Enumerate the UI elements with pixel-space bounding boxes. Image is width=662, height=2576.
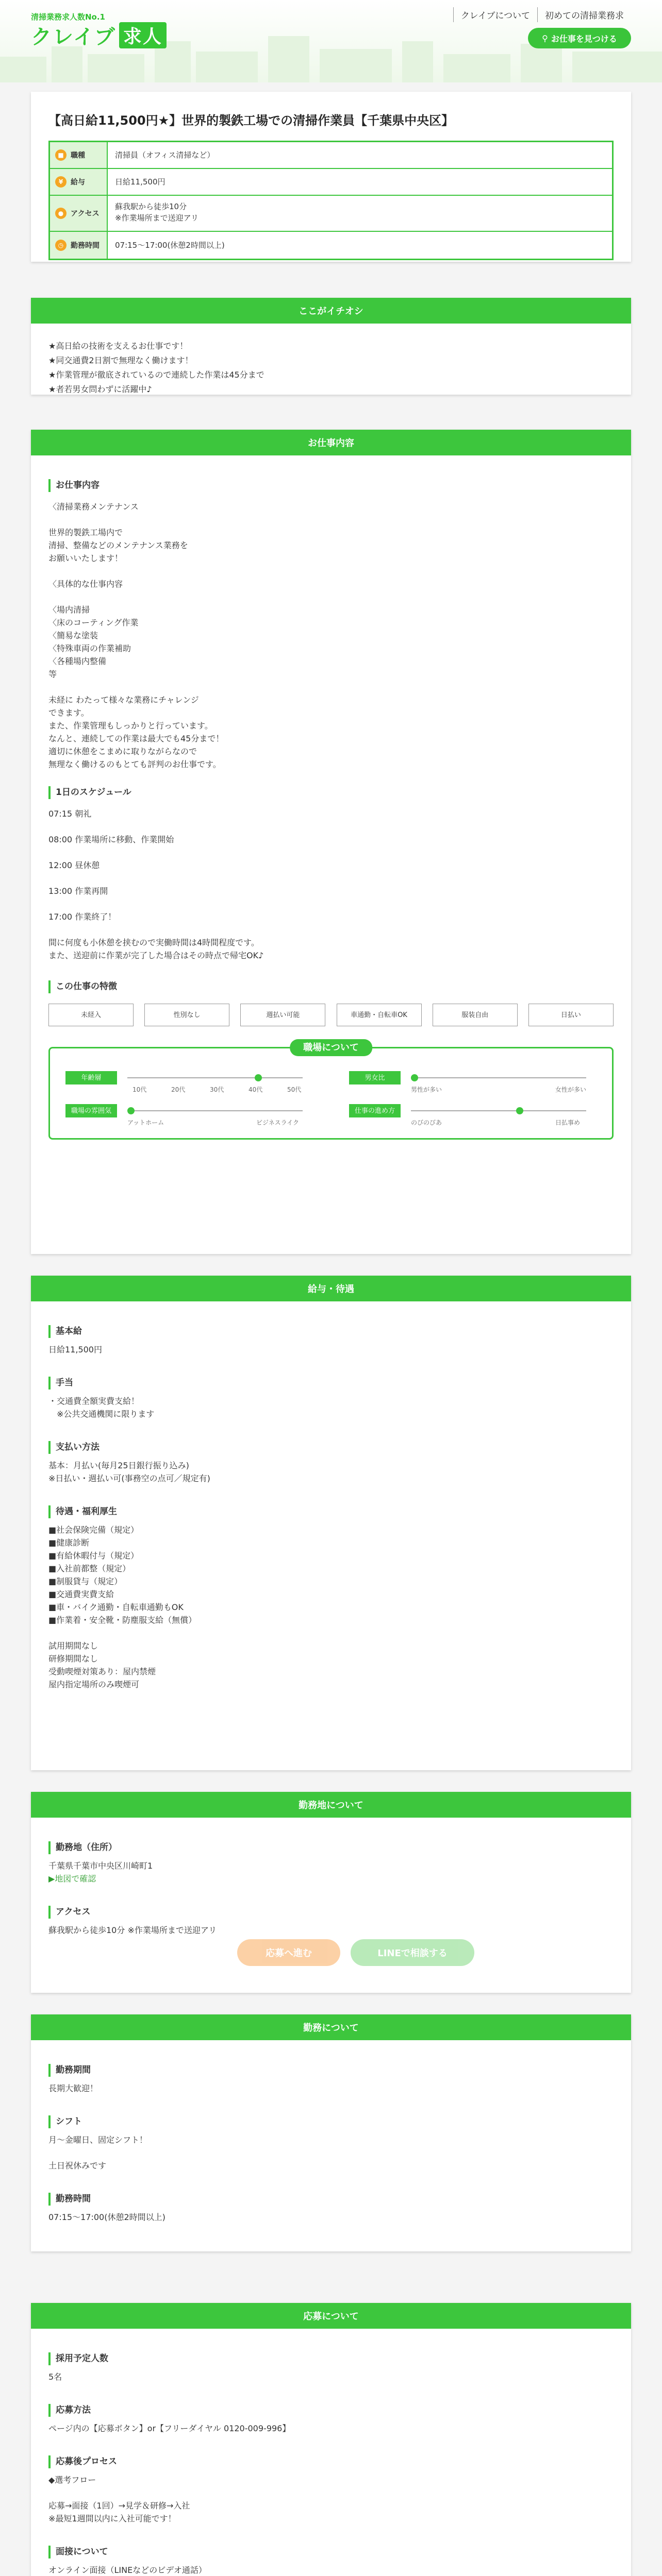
work-line: 〈場内清掃 [48, 605, 90, 615]
benefit-line: ■社会保険完備（規定） [48, 1525, 139, 1535]
work-subtitle: お仕事内容 [48, 479, 614, 492]
feature-tags [48, 1004, 614, 1026]
feature-tag: 未経入 [48, 1004, 134, 1026]
salary-heading: 給与・待遇 [31, 1276, 631, 1301]
appeal-line: ★同交通費2日割で無理なく働けます！ [48, 355, 193, 365]
work-heading: お仕事内容 [31, 430, 631, 455]
work-line: 〈床のコーティング作業 [48, 618, 139, 628]
job-title: 【高日給11,500円★】世界的製鉄工場での清掃作業員【千葉県中央区】 [48, 113, 454, 128]
schedule-line: 間に何度も小休憩を挟むので実働時間は4時間程度です。 [48, 938, 259, 947]
shift-line: 土日祝休みです [48, 2161, 107, 2171]
schedule-line: 13:00 作業再開 [48, 886, 108, 896]
workplace-box [48, 1042, 614, 1140]
process-line: ※最短1週間以内に入社可能です！ [48, 2514, 176, 2523]
allowance-line: ※公共交通機関に限ります [48, 1409, 155, 1419]
schedule-line: 07:15 朝礼 [48, 809, 92, 819]
work-line: また、作業管理もしっかりと行っています。 [48, 721, 213, 731]
scale-tick: 40代 [249, 1086, 263, 1093]
schedule-line: 17:00 作業終了！ [48, 912, 117, 922]
payment-line: ※日払い・週払い可(事務空の点可／規定有) [48, 1473, 210, 1483]
work-line: 〈簡易な塗装 [48, 631, 98, 640]
benefit-line: 受動喫煙対策あり：屋内禁煙 [48, 1667, 156, 1676]
schedule-line: 12:00 昼休憩 [48, 860, 100, 870]
process-line: ◆選考フロー [48, 2475, 96, 2485]
scale-label: 年齢層 [65, 1071, 117, 1084]
shift-title: シフト [48, 2115, 614, 2128]
summary-key: 勤務時間 [71, 242, 100, 250]
benefit-line: 屋内指定場所のみ喫煙可 [48, 1680, 140, 1689]
work-line [48, 681, 614, 693]
payment-title: 支払い方法 [48, 1441, 614, 1454]
period-title: 勤務期間 [48, 2064, 614, 2077]
scale-marker [411, 1074, 418, 1081]
scale-tick: 30代 [210, 1086, 224, 1093]
scale-tick: のびのびあ [411, 1119, 442, 1126]
summary-value: 清掃員（オフィス清掃など） [107, 142, 612, 168]
link-beginner[interactable]: 初めての清掃業務求 [537, 7, 631, 22]
benefit-line: ■健康診断 [48, 1538, 90, 1548]
workplace-title: 職場について [290, 1039, 372, 1056]
salary-body [31, 1301, 631, 1706]
time-value: 07:15〜17:00(休憩2時間以上) [48, 2212, 166, 2222]
appeal-line: ★者若男女問わずに活躍中♪ [48, 384, 152, 394]
summary-value: 蘇我駅から徒歩10分 ※作業場所まで送迎アリ [107, 196, 612, 231]
work-card [31, 430, 631, 1254]
scale-tick: 女性が多い [555, 1086, 587, 1093]
shift-line [48, 2146, 614, 2159]
schedule-line [48, 897, 614, 910]
floating-apply-button[interactable]: 応募へ進む [237, 1939, 340, 1966]
work-line [48, 565, 614, 578]
feature-tag: 車通勤・自転車OK [337, 1004, 422, 1026]
work-line: 未経に わたって様々な業務にチャレンジ [48, 695, 199, 705]
age-scale [65, 1071, 313, 1092]
benefit-line: ■車・バイク通勤・自転車通勤もOK [48, 1602, 184, 1612]
summary-key: 給与 [71, 178, 85, 187]
brand-tagline: 清掃業務求人数No.1 [31, 12, 105, 22]
shift-line: 月〜金曜日、固定シフト！ [48, 2135, 148, 2145]
appeal-card [31, 298, 631, 395]
hours-heading: 勤務について [31, 2014, 631, 2040]
salary-card [31, 1276, 631, 1770]
apply-body [31, 2329, 631, 2576]
access-title: アクセス [48, 1906, 614, 1919]
benefit-line: 研修期間なし [48, 1654, 98, 1664]
count-title: 採用予定人数 [48, 2352, 614, 2365]
work-line: 〈具体的な仕事内容 [48, 579, 123, 589]
floating-line-button[interactable]: LINEで相談する [351, 1939, 474, 1966]
work-line: 〈清掃業務メンテナンス [48, 502, 139, 512]
apply-heading: 応募について [31, 2303, 631, 2329]
benefit-line: ■有給休暇付与（規定） [48, 1551, 139, 1561]
scale-marker [516, 1107, 523, 1114]
summary-row [50, 169, 612, 196]
feature-tag: 性別なし [144, 1004, 229, 1026]
schedule-line: 08:00 作業場所に移動、作業開始 [48, 835, 174, 844]
map-pin-icon: ● [55, 208, 67, 219]
appeal-body [31, 324, 631, 412]
count-value: 5名 [48, 2372, 62, 2382]
allowance-line: ・交通費全額実費支給！ [48, 1396, 140, 1406]
process-line: 応募→面接（1回）→見学＆研修→入社 [48, 2501, 190, 2511]
location-body [31, 1818, 631, 1952]
process-list [48, 2473, 614, 2525]
location-heading: 勤務地について [31, 1792, 631, 1818]
find-job-button[interactable] [528, 28, 631, 48]
scale-marker [255, 1074, 262, 1081]
appeal-heading: ここがイチオシ [31, 298, 631, 324]
scale-tick: 50代 [287, 1086, 302, 1093]
address-title: 勤務地（住所） [48, 1841, 614, 1854]
appeal-line: ★高日給の技術を支えるお仕事です！ [48, 341, 188, 351]
summary-table [48, 141, 614, 260]
gender-scale [349, 1071, 597, 1092]
link-about[interactable]: クレイブについて [453, 7, 537, 22]
summary-row [50, 232, 612, 259]
benefits-list [48, 1523, 614, 1691]
work-line: できます。 [48, 708, 89, 718]
interview-list [48, 2564, 614, 2576]
feature-tag: 日払い [528, 1004, 614, 1026]
appeal-line: ★作業管理が徹底されているので連続した作業は45分まで [48, 370, 264, 380]
logo-main: クレイブ [31, 25, 116, 49]
work-line [48, 513, 614, 526]
yen-icon: ¥ [55, 176, 67, 188]
find-job-label: お仕事を見つける [551, 33, 617, 44]
work-line: 等 [48, 669, 57, 679]
benefit-line [48, 1626, 614, 1639]
access-value: 蘇我駅から徒歩10分 ※作業場所まで送迎アリ [48, 1925, 217, 1935]
summary-key: 職種 [71, 151, 85, 160]
benefit-line: ■作業着・安全靴・防塵服支給（無償） [48, 1615, 197, 1625]
benefit-line: 試用期間なし [48, 1641, 98, 1651]
scale-tick: 日払事め [555, 1119, 581, 1126]
work-description [48, 500, 614, 771]
method-value: ページ内の【応募ボタン】or【フリーダイヤル 0120-009-996】 [48, 2424, 291, 2433]
method-title: 応募方法 [48, 2404, 614, 2417]
summary-value: 07:15〜17:00(休憩2時間以上) [107, 232, 612, 259]
briefcase-icon: ■ [55, 149, 67, 161]
search-icon: ⚲ [542, 33, 548, 43]
schedule-line: また、送迎前に作業が完了した場合はその時点で帰宅OK♪ [48, 951, 264, 960]
work-line: 適切に休憩をこまめに取りながらなので [48, 747, 197, 756]
scale-label: 職場の雰囲気 [65, 1104, 117, 1117]
work-line: 無理なく働けるのもとても評判のお仕事です。 [48, 759, 221, 769]
work-body [31, 455, 631, 1155]
hours-card [31, 2014, 631, 2251]
site-header [0, 0, 662, 82]
scale-marker [127, 1107, 135, 1114]
process-line [48, 2486, 614, 2499]
workstyle-scale [349, 1104, 597, 1125]
schedule-line [48, 820, 614, 833]
summary-value: 日給11,500円 [107, 169, 612, 195]
map-link[interactable]: ▶地図で確認 [48, 1874, 96, 1884]
summary-key: アクセス [71, 210, 100, 218]
scale-tick: ビジネスライク [256, 1119, 300, 1126]
interview-title: 面接について [48, 2546, 614, 2558]
payment-line: 基本：月払い(毎月25日銀行振り込み) [48, 1461, 189, 1470]
address-value: 千葉県千葉市中央区川崎町1 [48, 1861, 153, 1871]
work-line: 世界的製鉄工場内で [48, 528, 123, 537]
header-links [453, 7, 631, 22]
scale-tick: アットホーム [127, 1119, 164, 1126]
atmosphere-scale [65, 1104, 313, 1125]
logo[interactable] [31, 22, 167, 48]
job-summary-card [31, 92, 631, 262]
benefit-line: ■入社前都整（規定） [48, 1564, 131, 1573]
work-line: 〈特殊車両の作業補助 [48, 643, 131, 653]
benefits-title: 待遇・福利厚生 [48, 1505, 614, 1518]
scale-tick: 10代 [133, 1086, 147, 1093]
base-pay-value: 日給11,500円 [48, 1345, 102, 1354]
scale-tick: 20代 [171, 1086, 186, 1093]
work-line: なんと、連続しての作業は最大でも45分まで！ [48, 734, 224, 743]
benefit-line: ■制服貸与（規定） [48, 1577, 123, 1586]
process-title: 応募後プロセス [48, 2455, 614, 2468]
schedule-line [48, 923, 614, 936]
apply-card [31, 2303, 631, 2576]
summary-row [50, 196, 612, 232]
schedule-line [48, 872, 614, 885]
schedule-title: 1日のスケジュール [48, 786, 614, 799]
feature-tag: 服装自由 [433, 1004, 518, 1026]
logo-sub: 求人 [119, 22, 167, 48]
work-line: 〈各種場内整備 [48, 656, 107, 666]
schedule-line [48, 846, 614, 859]
work-line [48, 590, 614, 603]
schedule-list [48, 807, 614, 962]
feature-tag: 週払い可能 [240, 1004, 325, 1026]
work-line: 清掃、整備などのメンテナンス業務を [48, 540, 188, 550]
interview-line: オンライン面接（LINEなどのビデオ通話） [48, 2565, 207, 2575]
time-title: 勤務時間 [48, 2193, 614, 2206]
work-line: お願いいたします！ [48, 553, 123, 563]
scale-label: 男女比 [349, 1071, 401, 1084]
scale-tick: 男性が多い [411, 1086, 442, 1093]
base-pay-title: 基本給 [48, 1325, 614, 1338]
summary-row [50, 142, 612, 169]
period-value: 長期大歓迎！ [48, 2083, 98, 2093]
features-title: この仕事の特徴 [48, 980, 614, 993]
allowance-title: 手当 [48, 1377, 614, 1389]
clock-icon: ◷ [55, 240, 67, 251]
location-card [31, 1792, 631, 1993]
scale-label: 仕事の進め方 [349, 1104, 401, 1117]
hours-body [31, 2040, 631, 2239]
benefit-line: ■交通費実費支給 [48, 1589, 114, 1599]
